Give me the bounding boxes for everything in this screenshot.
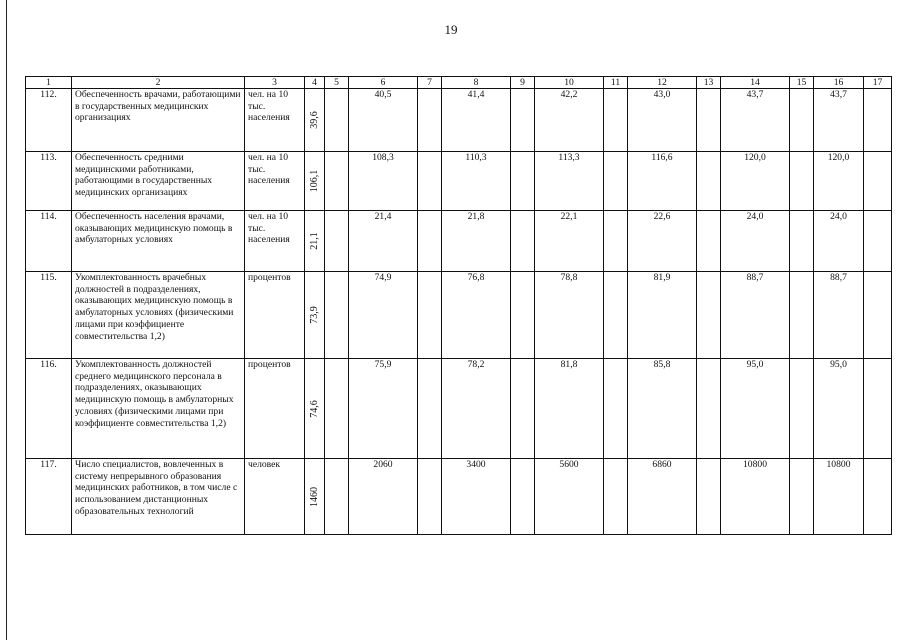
empty-cell	[790, 152, 814, 211]
value-col-12: 6860	[628, 459, 697, 535]
table-row	[26, 152, 892, 211]
column-header: 8	[442, 77, 511, 89]
unit-cell: чел. на 10 тыс. населения	[245, 211, 305, 272]
column-header: 10	[535, 77, 604, 89]
column-header: 16	[814, 77, 864, 89]
base-value-cell	[305, 89, 325, 152]
base-value: 106,1	[308, 169, 320, 193]
empty-cell	[325, 211, 349, 272]
empty-cell	[325, 459, 349, 535]
row-number: 113.	[26, 152, 72, 211]
empty-cell	[604, 211, 628, 272]
value-col-16: 24,0	[814, 211, 864, 272]
value-col-8: 76,8	[442, 272, 511, 359]
indicator-name: Обеспеченность средними медицинскими работниками, работающими в государственных медицинских организациях	[72, 152, 245, 211]
value-col-10: 22,1	[535, 211, 604, 272]
unit-cell: процентов	[245, 359, 305, 459]
value-col-16: 120,0	[814, 152, 864, 211]
base-value: 73,9	[308, 306, 320, 324]
base-value: 74,6	[308, 399, 320, 418]
empty-cell	[418, 89, 442, 152]
column-header: 15	[790, 77, 814, 89]
value-col-14: 10800	[721, 459, 790, 535]
empty-cell	[511, 211, 535, 272]
column-header: 9	[511, 77, 535, 89]
empty-cell	[511, 359, 535, 459]
base-value-cell	[305, 459, 325, 535]
base-value: 1460	[308, 486, 320, 507]
empty-cell	[604, 89, 628, 152]
empty-cell	[604, 359, 628, 459]
column-header: 13	[697, 77, 721, 89]
value-col-16: 43,7	[814, 89, 864, 152]
empty-cell	[864, 89, 892, 152]
row-number: 114.	[26, 211, 72, 272]
unit-cell: чел. на 10 тыс. населения	[245, 89, 305, 152]
empty-cell	[697, 211, 721, 272]
page-number: 19	[444, 22, 458, 37]
value-col-12: 43,0	[628, 89, 697, 152]
empty-cell	[511, 152, 535, 211]
value-col-10: 78,8	[535, 272, 604, 359]
empty-cell	[864, 359, 892, 459]
column-header: 12	[628, 77, 697, 89]
value-col-14: 43,7	[721, 89, 790, 152]
indicator-name: Обеспеченность населения врачами, оказывающих медицинскую помощь в амбулаторных условиях	[72, 211, 245, 272]
table-row	[26, 359, 892, 459]
unit-cell: процентов	[245, 272, 305, 359]
column-header: 3	[245, 77, 305, 89]
value-col-6: 75,9	[349, 359, 418, 459]
indicators-table	[25, 76, 892, 535]
empty-cell	[697, 152, 721, 211]
empty-cell	[864, 211, 892, 272]
column-header: 1	[26, 77, 72, 89]
value-col-8: 41,4	[442, 89, 511, 152]
empty-cell	[697, 459, 721, 535]
empty-cell	[697, 272, 721, 359]
empty-cell	[418, 211, 442, 272]
base-value-cell	[305, 359, 325, 459]
empty-cell	[864, 152, 892, 211]
column-header: 11	[604, 77, 628, 89]
value-col-8: 21,8	[442, 211, 511, 272]
empty-cell	[511, 89, 535, 152]
value-col-8: 110,3	[442, 152, 511, 211]
empty-cell	[790, 89, 814, 152]
value-col-6: 74,9	[349, 272, 418, 359]
empty-cell	[325, 359, 349, 459]
empty-cell	[790, 459, 814, 535]
indicator-name: Укомплектованность врачебных должностей в подразделениях, оказывающих медицинскую помощь в амбулаторных условиях (физическими лицами при коэффициенте совместительства 1,2)	[72, 272, 245, 359]
value-col-10: 81,8	[535, 359, 604, 459]
row-number: 116.	[26, 359, 72, 459]
value-col-10: 113,3	[535, 152, 604, 211]
table-row	[26, 211, 892, 272]
empty-cell	[604, 272, 628, 359]
value-col-6: 108,3	[349, 152, 418, 211]
row-number: 115.	[26, 272, 72, 359]
column-header: 7	[418, 77, 442, 89]
row-number: 112.	[26, 89, 72, 152]
indicator-name: Обеспеченность врачами, работающими в государственных медицинских организациях	[72, 89, 245, 152]
value-col-10: 5600	[535, 459, 604, 535]
empty-cell	[697, 89, 721, 152]
unit-cell: чел. на 10 тыс. населения	[245, 152, 305, 211]
indicator-name: Укомплектованность должностей среднего медицинского персонала в подразделениях, оказывающих медицинскую помощь в амбулаторных условиях (физическими лицами при коэффициенте совместительства 1,2)	[72, 359, 245, 459]
empty-cell	[418, 459, 442, 535]
empty-cell	[325, 272, 349, 359]
table-row	[26, 272, 892, 359]
empty-cell	[790, 211, 814, 272]
empty-cell	[864, 459, 892, 535]
empty-cell	[790, 359, 814, 459]
column-header: 4	[305, 77, 325, 89]
value-col-12: 81,9	[628, 272, 697, 359]
empty-cell	[511, 272, 535, 359]
column-header: 2	[72, 77, 245, 89]
empty-cell	[418, 359, 442, 459]
empty-cell	[604, 459, 628, 535]
empty-cell	[511, 459, 535, 535]
empty-cell	[790, 272, 814, 359]
value-col-6: 2060	[349, 459, 418, 535]
table-row	[26, 459, 892, 535]
empty-cell	[325, 152, 349, 211]
column-header: 17	[864, 77, 892, 89]
empty-cell	[418, 152, 442, 211]
value-col-10: 42,2	[535, 89, 604, 152]
value-col-14: 88,7	[721, 272, 790, 359]
value-col-12: 116,6	[628, 152, 697, 211]
empty-cell	[418, 272, 442, 359]
value-col-12: 85,8	[628, 359, 697, 459]
value-col-14: 95,0	[721, 359, 790, 459]
empty-cell	[325, 89, 349, 152]
column-header: 5	[325, 77, 349, 89]
value-col-8: 78,2	[442, 359, 511, 459]
base-value-cell	[305, 272, 325, 359]
value-col-16: 10800	[814, 459, 864, 535]
page-edge-line	[6, 0, 7, 640]
base-value: 39,6	[308, 111, 320, 129]
column-header: 6	[349, 77, 418, 89]
empty-cell	[604, 152, 628, 211]
value-col-8: 3400	[442, 459, 511, 535]
empty-cell	[864, 272, 892, 359]
value-col-12: 22,6	[628, 211, 697, 272]
row-number: 117.	[26, 459, 72, 535]
value-col-6: 21,4	[349, 211, 418, 272]
empty-cell	[697, 359, 721, 459]
base-value: 21,1	[308, 232, 320, 250]
column-number-row	[26, 77, 892, 89]
table-row	[26, 89, 892, 152]
base-value-cell	[305, 211, 325, 272]
value-col-16: 88,7	[814, 272, 864, 359]
indicator-name: Число специалистов, вовлеченных в систему непрерывного образования медицинских работников, в том числе с использованием дистанционных образовательных технологий	[72, 459, 245, 535]
unit-cell: человек	[245, 459, 305, 535]
base-value-cell	[305, 152, 325, 211]
column-header: 14	[721, 77, 790, 89]
value-col-14: 24,0	[721, 211, 790, 272]
value-col-16: 95,0	[814, 359, 864, 459]
value-col-14: 120,0	[721, 152, 790, 211]
value-col-6: 40,5	[349, 89, 418, 152]
